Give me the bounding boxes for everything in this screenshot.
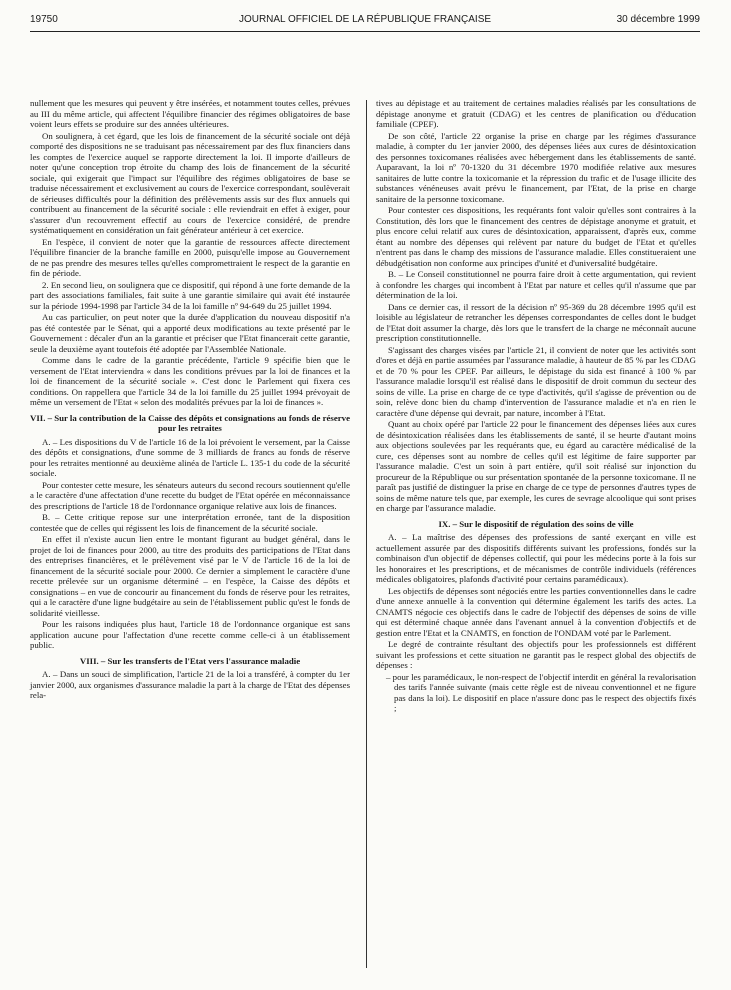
paragraph: On soulignera, à cet égard, que les lois de financement de la sécurité sociale ont déjà comporté des dispositions ne se traduisant pas nécessairement par des flux financiers dans les comptes de l'exercice auquel se rapporte directement la loi. Il importe d'ailleurs de noter qu'une conception trop étroite du champ des lois de financement de la sécurité sociale, qui exigerait que l'impact sur l'équilibre des régimes obligatoires de base se traduise nécessairement et exclusivement au cours de l'exercice correspondant, soulèverait de sérieuses difficultés pour la définition des prélèvements assis sur des flux annuels qui contribuent au financement de la sécurité sociale : elle reviendrait en effet à exiger, pour s'assurer d'un recouvrement effectif au cours de l'exercice considéré, de prendre systématiquement en considération un fait générateur antérieur à cet exercice.: [30, 130, 350, 235]
paragraph: Quant au choix opéré par l'article 22 pour le financement des dépenses liées aux cures de désintoxication réalisées dans les établissements de santé, il se heurte d'autant moins aux objections soulevées par les requérants que, eu égard au caractère médicalisé de la cure, ces dépenses sont au nombre de celles qu'il est légitime de faire supporter par l'assurance maladie. C'est un soin à part entière, qu'il soit réalisé sur injonction du procureur de la République ou sur présentation spontanée de la personne toxicomane. Il ne paraît pas justifié de distinguer la prise en charge de ce type de personnes d'autres types de soins de même nature tels que, par exemple, les cures de sevrage alcoolique qui sont prises en charge par l'assurance maladie.: [376, 419, 696, 513]
page-number: 19750: [30, 14, 58, 25]
paragraph: A. – Les dispositions du V de l'article 16 de la loi prévoient le versement, par la Caisse des dépôts et consignations, d'une somme de 3 milliards de francs au fonds de réserve pour les retraites mentionné au deuxième alinéa de l'article L. 135-1 du code de la sécurité sociale.: [30, 436, 350, 478]
left-column: [30, 98, 350, 702]
journal-title: JOURNAL OFFICIEL DE LA RÉPUBLIQUE FRANÇAISE: [238, 14, 492, 25]
issue-date: 30 décembre 1999: [616, 14, 700, 25]
right-column: [376, 98, 696, 714]
paragraph: tives au dépistage et au traitement de certaines maladies réalisés par les consultations de dépistage anonyme et gratuit (CDAG) et les centres de planification ou d'éducation familiale (CPEF).: [376, 98, 696, 129]
section-heading-vii: VII. – Sur la contribution de la Caisse des dépôts et consignations au fonds de réserve pour les retraites: [30, 412, 350, 433]
paragraph: A. – Dans un souci de simplification, l'article 21 de la loi a transféré, à compter du 1er janvier 2000, aux organismes d'assurance maladie la part à la charge de l'Etat des dépenses rela-: [30, 669, 350, 700]
paragraph: B. – Le Conseil constitutionnel ne pourra faire droit à cette argumentation, qui revient à confondre les charges qui incombent à l'Etat par nature et celles qu'il n'assume que par détermination de la loi.: [376, 269, 696, 300]
paragraph: nullement que les mesures qui peuvent y être insérées, et notamment toutes celles, prévues au III du même article, qui affectent l'équilibre financier des régimes obligatoires de base voient leurs effets se produire sur des années ultérieures.: [30, 98, 350, 129]
header-rule: [30, 31, 700, 32]
dash-list: [376, 672, 696, 714]
paragraph: S'agissant des charges visées par l'article 21, il convient de noter que les activités sont d'ores et déjà en partie assumées par l'assurance maladie, à hauteur de 85 % par les CDAG et de 70 % pour les CPEF. Par ailleurs, le dépistage du sida est financé à 100 % par l'assurance maladie lorsqu'il est réalisé dans le dispositif de droit commun du secteur des soins de ville. La prise en charge de ce type d'activités, qu'il s'agisse de prévention ou de soin, relève donc bien du champ d'intervention de l'assurance maladie et n'a en rien le caractère d'une dépense qui devrait, par nature, incomber à l'Etat.: [376, 344, 696, 418]
paragraph: Au cas particulier, on peut noter que la durée d'application du nouveau dispositif n'a pas été contestée par le Sénat, qui a apporté deux modifications au texte présenté par le Gouvernement : décaler d'un an la garantie et préciser que l'Etat financerait cette garantie, seule la deuxième ayant toutefois été adoptée par l'Assemblée Nationale.: [30, 312, 350, 354]
paragraph: Les objectifs de dépenses sont négociés entre les parties conventionnelles dans le cadre d'une annexe annuelle à la convention qui détermine également les tarifs des actes. La CNAMTS négocie ces objectifs dans le cadre de l'objectif des dépenses de soins de ville qui est déterminé chaque année dans l'avenant annuel à la convention d'objectifs et de gestion entre l'Etat et la CNAMTS, en fonction de l'ONDAM voté par le Parlement.: [376, 585, 696, 638]
page-header: [30, 14, 700, 32]
paragraph: 2. En second lieu, on soulignera que ce dispositif, qui répond à une forte demande de la part des associations familiales, fait suite à une garantie similaire qui avait été instaurée sur la période 1994-1998 par l'article 34 de la loi famille nº 94-649 du 25 juillet 1994.: [30, 279, 350, 311]
paragraph: Pour contester ces dispositions, les requérants font valoir qu'elles sont contraires à la Constitution, dès lors que le financement des centres de dépistage anonyme et gratuit, et plus encore celui relatif aux cures de désintoxication, apparaissent, d'après eux, comme étant au nombre des dépenses qui relèvent par nature du budget de l'Etat et qu'elles n'entrent pas dans le champ des missions de l'assurance maladie. Elles constitueraient une débudgétisation non conforme aux principes d'unité et d'universalité budgétaire.: [376, 205, 696, 268]
paragraph: Dans ce dernier cas, il ressort de la décision nº 95-369 du 28 décembre 1995 qu'il est loisible au législateur de retrancher les dépenses correspondantes de celles dont le budget de l'Etat doit assumer la charge, dès lors que le transfert de la charge ne méconnaît aucune prescription constitutionnelle.: [376, 301, 696, 343]
section-heading-viii: VIII. – Sur les transferts de l'Etat vers l'assurance maladie: [79, 655, 301, 666]
paragraph: De son côté, l'article 22 organise la prise en charge par les régimes d'assurance maladie, à compter du 1er janvier 2000, des dépenses liées aux cures de désintoxication des personnes toxicomanes réalisées avec hébergement dans les établissements de santé. Auparavant, la loi nº 70-1320 du 31 décembre 1970 modifiée relative aux mesures sanitaires de lutte contre la toxicomanie et la répression du trafic et de l'usage illicite des substances vénéneuses avait prévu le financement, par l'Etat, de la prise en charge sanitaire de la personne toxicomane.: [376, 130, 696, 204]
paragraph: En effet il n'existe aucun lien entre le montant figurant au budget général, dans le projet de loi de finances pour 2000, au titre des produits des participations de l'Etat dans des entreprises financières, et le prélèvement visé par le V de l'article 16 de la loi de financement de la sécurité sociale pour 2000. Ce dernier a simplement le caractère d'une recette prélevée sur un organisme déterminé – en l'espèce, la Caisse des dépôts et consignations – en vue de concourir au financement du fonds de réserve pour les retraites, qui a le caractère d'une ligne budgétaire au sein de l'établissement public qu'est le fonds de solidarité vieillesse.: [30, 534, 350, 618]
paragraph: Pour les raisons indiquées plus haut, l'article 18 de l'ordonnance organique est sans application aucune pour l'affectation d'une recette comme celle-ci à un établissement public.: [30, 619, 350, 650]
section-heading-ix: IX. – Sur le dispositif de régulation des soins de ville: [438, 518, 634, 529]
paragraph: A. – La maîtrise des dépenses des professions de santé exerçant en ville est actuellement assurée par des dispositifs différents suivant les professions, fondés sur la combinaison d'un objectif de dépenses collectif, qui pour les médecins porte à la fois sur les honoraires et les prescriptions, et de mécanismes de contrôle individuels (références médicales obligatoires, plafonds d'activité pour certains paramédicaux).: [376, 532, 696, 584]
column-divider: [366, 100, 367, 968]
list-item: – pour les paramédicaux, le non-respect de l'objectif interdit en général la revalorisation des tarifs l'année suivante (mais cette règle est de niveau conventionnel et ne figure pas dans la loi). Le dispositif en place n'assure donc pas le respect des objectifs fixés ;: [386, 671, 696, 713]
paragraph: B. – Cette critique repose sur une interprétation erronée, tant de la disposition contestée que de celles qui régissent les lois de financement de la sécurité sociale.: [30, 512, 350, 533]
paragraph: Pour contester cette mesure, les sénateurs auteurs du second recours soutiennent qu'elle a le caractère d'une affectation d'une recette du budget de l'Etat opérée en méconnaissance des prescriptions de l'article 18 de l'ordonnance organique relative aux lois de finances.: [30, 479, 350, 511]
paragraph: En l'espèce, il convient de noter que la garantie de ressources affecte directement l'équilibre financier de la branche famille en 2000, puisqu'elle impose au Gouvernement de ne pas prendre des mesures telles qu'elles compromettraient le respect de la garantie en fin de période.: [30, 236, 350, 278]
paragraph: Le degré de contrainte résultant des objectifs pour les professionnels est différent suivant les professions et cette situation ne garantit pas le respect global des objectifs de dépenses :: [376, 639, 696, 670]
paragraph: Comme dans le cadre de la garantie précédente, l'article 9 spécifie bien que le versement de l'Etat interviendra « dans les conditions prévues par la loi de finances et la loi de financement de la sécurité sociale ». C'est donc le Parlement qui fixera ces conditions. On rappellera que l'article 34 de la loi famille du 25 juillet 1994 prévoyait de même un versement de l'Etat « selon des modalités prévues par la loi de finances ».: [30, 355, 350, 407]
